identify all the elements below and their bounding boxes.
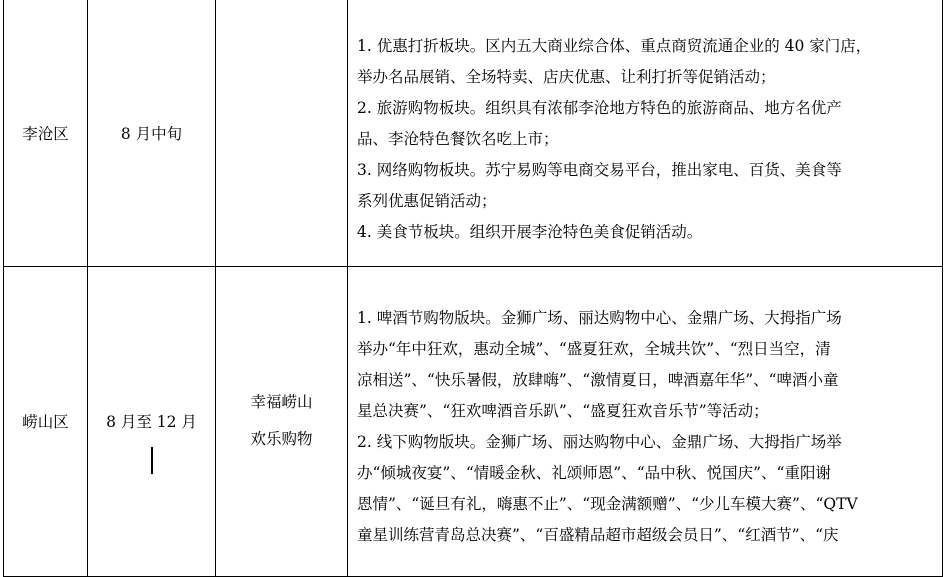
content-line: 凉相送”、“快乐暑假，放肆嗨”、“激情夏日，啤酒嘉年华”、“啤酒小童 [357,370,839,389]
content-line: 办“倾城夜宴”、“情暖金秋、礼颂师恩”、“品中秋、悦国庆”、“重阳谢 [357,464,831,483]
time-cell: 8 月至 12 月 [88,266,216,576]
theme-line: 欢乐购物 [250,430,313,448]
table-row [4,0,943,266]
content-cell [348,0,943,266]
content-line: 恩情”、“诞旦有礼，嗨惠不止”、“现金满额赠”、“少儿车模大赛”、“QTV [357,495,858,514]
district-cell: 崂山区 [4,266,88,576]
activity-table [3,0,943,577]
content-line: 2. 旅游购物板块。组织具有浓郁李沧地方特色的旅游商品、地方名优产 [357,99,842,118]
table-row [4,266,943,576]
content-line: 星总决赛”、“狂欢啤酒音乐趴”、“盛夏狂欢音乐节”等活动； [357,401,769,420]
content-line: 举办名品展销、全场特卖、店庆优惠、让利打折等促销活动； [357,68,776,87]
content-cell [348,266,943,576]
district-cell: 李沧区 [4,0,88,266]
text-cursor [151,447,153,474]
content-line: 举办“年中狂欢，惠动全城”、“盛夏狂欢，全城共饮”、“烈日当空，清 [357,339,831,358]
theme-cell [216,0,348,266]
theme-line: 幸福崂山 [250,393,313,411]
content-line: 2. 线下购物版块。金狮广场、丽达购物中心、金鼎广场、大拇指广场举 [357,433,842,451]
content-line: 1. 啤酒节购物版块。金狮广场、丽达购物中心、金鼎广场、大拇指广场 [357,308,842,327]
content-line: 3. 网络购物板块。苏宁易购等电商交易平台，推出家电、百货、美食等 [357,161,842,180]
content-line: 4. 美食节板块。组织开展李沧特色美食促销活动。 [357,223,703,242]
time-cell: 8 月中旬 [88,0,216,266]
content-line: 品、李沧特色餐饮名吃上市； [357,130,559,149]
content-line: 系列优惠促销活动； [357,192,497,211]
content-line: 童星训练营青岛总决赛”、“百盛精品超市超级会员日”、“红酒节”、“庆 [357,526,839,545]
content-line: 1. 优惠打折板块。区内五大商业综合体、重点商贸流通企业的 40 家门店， [357,36,872,55]
theme-cell [216,266,348,576]
